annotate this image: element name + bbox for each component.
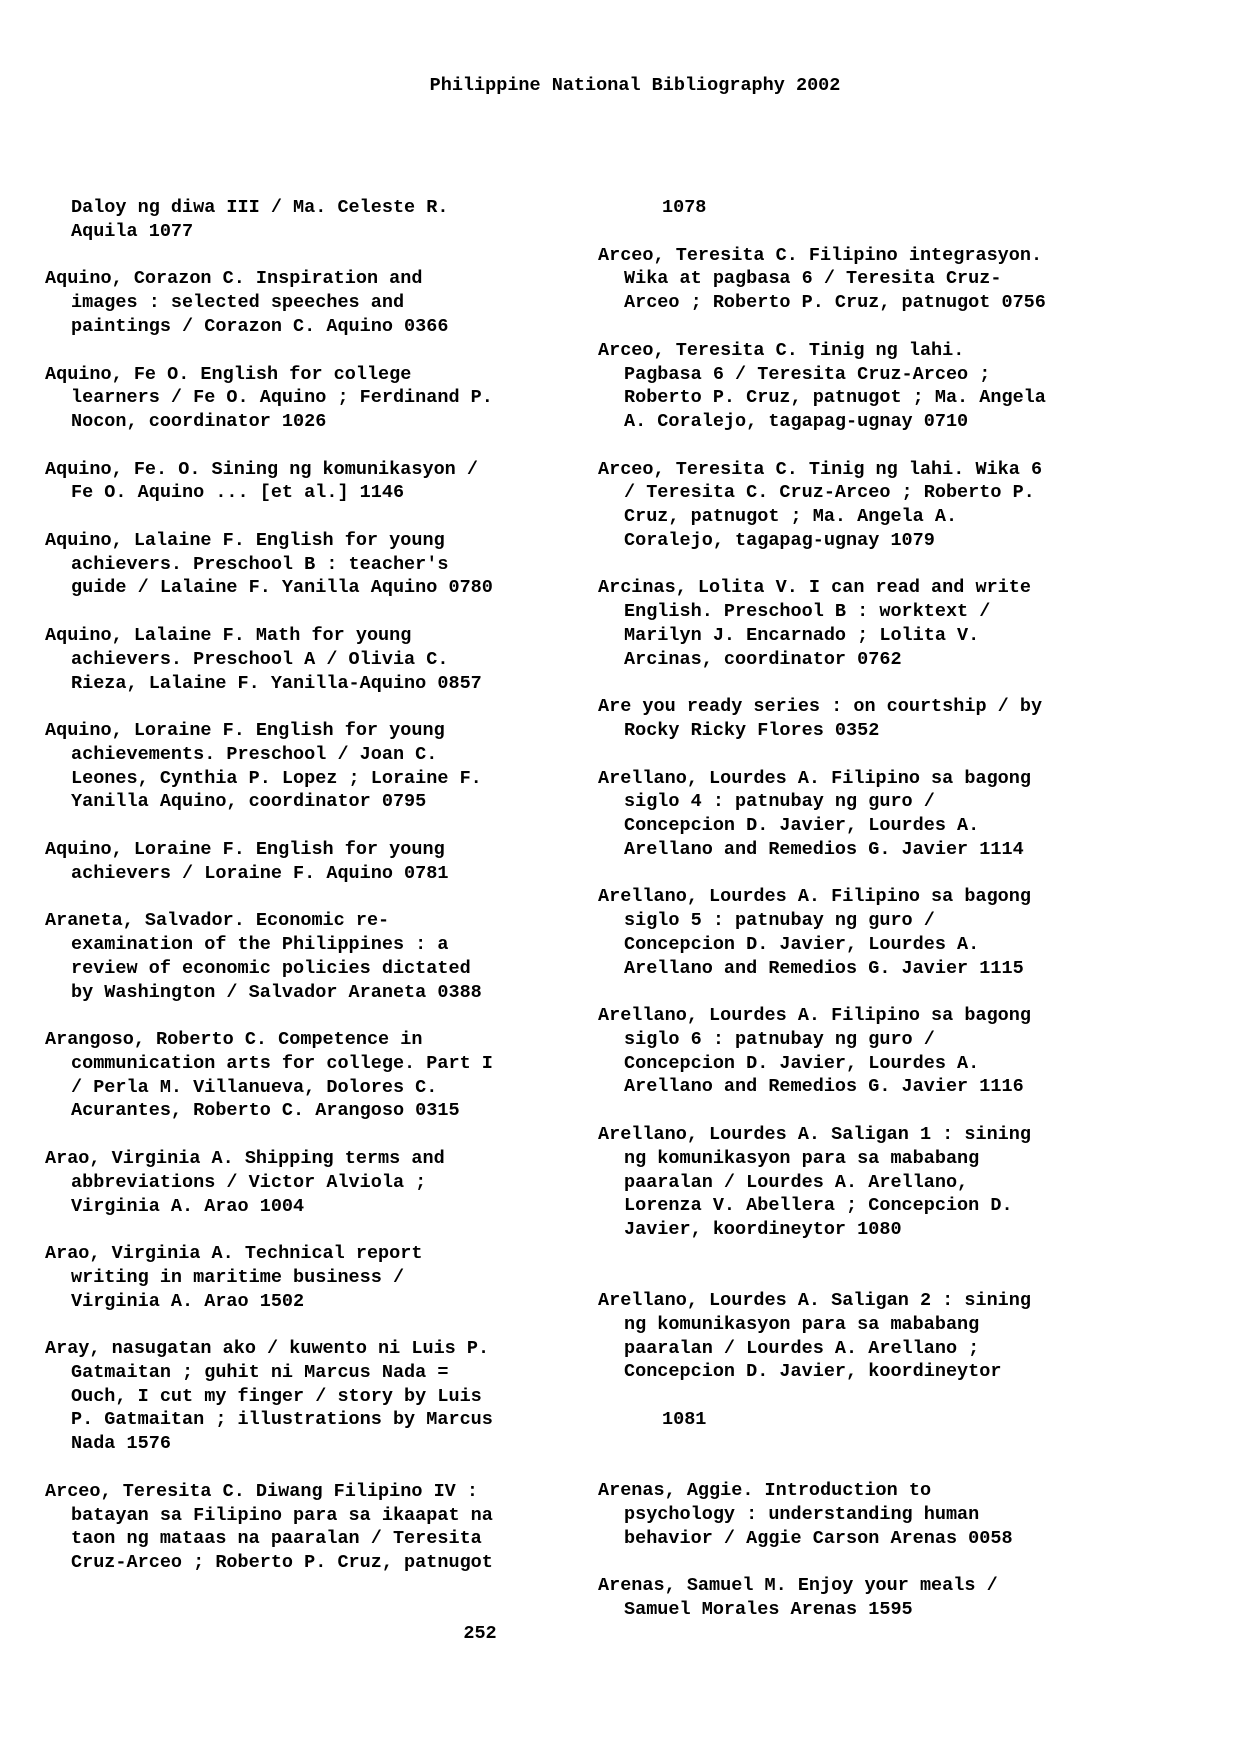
bibliography-entry: Araneta, Salvador. Economic re- examination of the Philippines : a review of economic policies dictated by Washington / Salvador Araneta 0388 [45,910,482,1003]
bibliography-entry-number: 1081 [662,1408,707,1430]
bibliography-entry: Arceo, Teresita C. Tinig ng lahi. Pagbasa 6 / Teresita Cruz-Arceo ; Roberto P. Cruz, patnugot ; Ma. Angela A. Coralejo, tagapag-ugnay 0710 [598,339,1046,432]
bibliography-entry: Arenas, Samuel M. Enjoy your meals / Samuel Morales Arenas 1595 [598,1575,998,1621]
bibliography-entry: Arellano, Lourdes A. Filipino sa bagong siglo 4 : patnubay ng guro / Concepcion D. Javier, Lourdes A. Arellano and Remedios G. Javier 1114 [598,767,1031,860]
bibliography-entry: Aquino, Fe O. English for college learners / Fe O. Aquino ; Ferdinand P. Nocon, coordinator 1026 [45,363,493,432]
bibliography-entry: Arcinas, Lolita V. I can read and write English. Preschool B : worktext / Marilyn J. Encarnado ; Lolita V. Arcinas, coordinator 0762 [598,577,1031,670]
bibliography-entry: Arangoso, Roberto C. Competence in communication arts for college. Part I / Perla M. Villanueva, Dolores C. Acurantes, Roberto C. Arangoso 0315 [45,1029,493,1122]
bibliography-entry: Arceo, Teresita C. Diwang Filipino IV : batayan sa Filipino para sa ikaapat na taon ng mataas na paaralan / Teresita Cruz-Arceo ; Roberto P. Cruz, patnugot [45,1480,493,1573]
bibliography-entry: Aquino, Corazon C. Inspiration and images : selected speeches and paintings / Corazon C. Aquino 0366 [45,268,449,337]
bibliography-entry: Aquino, Fe. O. Sining ng komunikasyon / Fe O. Aquino ... [et al.] 1146 [45,458,478,504]
left-column [45,196,585,1599]
bibliography-entry: Arellano, Lourdes A. Filipino sa bagong siglo 5 : patnubay ng guro / Concepcion D. Javier, Lourdes A. Arellano and Remedios G. Javier 1115 [598,886,1031,979]
page-number-text: 252 [463,1623,497,1644]
bibliography-entry: Aquino, Loraine F. English for young achievers / Loraine F. Aquino 0781 [45,839,449,884]
bibliography-entry: Arenas, Aggie. Introduction to psychology : understanding human behavior / Aggie Carson Arenas 0058 [598,1480,1013,1549]
bibliography-entry: Arao, Virginia A. Shipping terms and abbreviations / Victor Alviola ; Virginia A. Arao 1004 [45,1148,445,1217]
bibliography-entry: Daloy ng diwa III / Ma. Celeste R. Aquila 1077 [71,197,449,242]
bibliography-entry: Aray, nasugatan ako / kuwento ni Luis P. Gatmaitan ; guhit ni Marcus Nada = Ouch, I cut my finger / story by Luis P. Gatmaitan ; illustrations by Marcus Nada 1576 [45,1338,493,1455]
bibliography-entry: Arao, Virginia A. Technical report writing in maritime business / Virginia A. Arao 1502 [45,1243,423,1312]
bibliography-entry [598,1266,1138,1456]
bibliography-entry-text: Arellano, Lourdes A. Saligan 2 : sining ng komunikasyon para sa mababang paaralan / Lourdes A. Arellano ; Concepcion D. Javier, koordineytor [598,1290,1031,1383]
bibliography-entry: Arellano, Lourdes A. Saligan 1 : sining ng komunikasyon para sa mababang paaralan / Lourdes A. Arellano, Lorenza V. Abellera ; Concepcion D. Javier, koordineytor 1080 [598,1124,1031,1240]
page-number [0,1622,960,1646]
bibliography-entry: Arellano, Lourdes A. Filipino sa bagong siglo 6 : patnubay ng guro / Concepcion D. Javier, Lourdes A. Arellano and Remedios G. Javier 1116 [598,1005,1031,1098]
right-column [598,196,1138,1646]
bibliography-entry: Arceo, Teresita C. Filipino integrasyon. Wika at pagbasa 6 / Teresita Cruz- Arceo ; Roberto P. Cruz, patnugot 0756 [598,244,1046,314]
page-header [0,74,1240,98]
bibliography-entry: Aquino, Lalaine F. Math for young achievers. Preschool A / Olivia C. Rieza, Lalaine F. Yanilla-Aquino 0857 [45,625,482,694]
bibliography-entry: Aquino, Lalaine F. English for young achievers. Preschool B : teacher's guide / Lalaine F. Yanilla Aquino 0780 [45,530,493,599]
bibliography-entry: Are you ready series : on courtship / by Rocky Ricky Flores 0352 [598,696,1043,741]
page-title: Philippine National Bibliography 2002 [429,75,841,96]
bibliography-entry: Aquino, Loraine F. English for young achievements. Preschool / Joan C. Leones, Cynthia P. Lopez ; Loraine F. Yanilla Aquino, coordinator 0795 [45,720,482,813]
bibliography-entry: Arceo, Teresita C. Tinig ng lahi. Wika 6 / Teresita C. Cruz-Arceo ; Roberto P. Cruz, patnugot ; Ma. Angela A. Coralejo, tagapag-ugnay 1079 [598,458,1043,551]
bibliography-entry-continuation: 1078 [662,197,707,218]
